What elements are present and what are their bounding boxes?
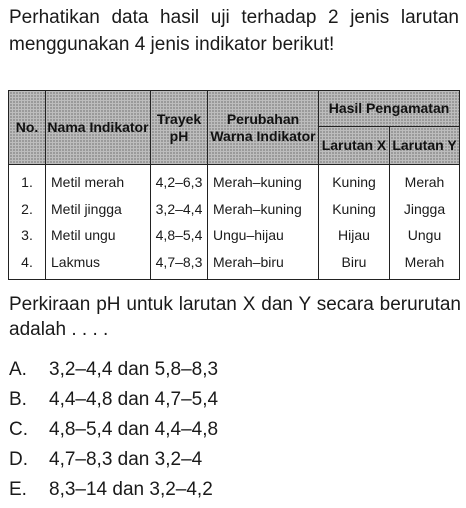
option-a[interactable] [9, 355, 459, 385]
option-d[interactable] [9, 445, 459, 475]
header-perubahan-warna: Perubahan Warna Indikator [208, 91, 319, 165]
cell-larutan-x: Kuning [319, 196, 390, 222]
table-row [9, 223, 460, 249]
cell-perubahan: Ungu–hijau [208, 223, 319, 249]
option-text: 3,2–4,4 dan 5,8–8,3 [49, 359, 219, 380]
cell-no: 4. [9, 249, 46, 280]
cell-larutan-y: Merah [390, 249, 460, 280]
cell-nama: Metil jingga [46, 196, 151, 222]
option-letter: E. [9, 479, 27, 500]
option-letter: C. [9, 419, 28, 440]
question-text: Perkiraan pH untuk larutan X dan Y secara berurutan adalah . . . . [9, 294, 461, 340]
cell-nama: Metil merah [46, 165, 151, 197]
header-larutan-y: Larutan Y [390, 127, 460, 165]
header-larutan-x: Larutan X [319, 127, 390, 165]
option-e[interactable] [9, 475, 459, 505]
observation-table [8, 90, 460, 280]
cell-perubahan: Merah–biru [208, 249, 319, 280]
answer-options [9, 355, 459, 505]
cell-larutan-y: Merah [390, 165, 460, 197]
cell-nama: Metil ungu [46, 223, 151, 249]
option-text: 8,3–14 dan 3,2–4,2 [49, 479, 213, 500]
cell-trayek: 4,7–8,3 [151, 249, 208, 280]
option-letter: A. [9, 359, 27, 380]
option-c[interactable] [9, 415, 459, 445]
cell-nama: Lakmus [46, 249, 151, 280]
cell-perubahan: Merah–kuning [208, 196, 319, 222]
cell-larutan-y: Jingga [390, 196, 460, 222]
option-text: 4,7–8,3 dan 3,2–4 [49, 449, 203, 470]
cell-trayek: 3,2–4,4 [151, 196, 208, 222]
intro-text: Perhatikan data hasil uji terhadap 2 jenis larutan menggunakan 4 jenis indikator berikut! [9, 7, 459, 55]
cell-no: 2. [9, 196, 46, 222]
cell-larutan-x: Hijau [319, 223, 390, 249]
option-letter: D. [9, 449, 28, 470]
cell-trayek: 4,8–5,4 [151, 223, 208, 249]
header-no: No. [9, 91, 46, 165]
cell-perubahan: Merah–kuning [208, 165, 319, 197]
table-row [9, 165, 460, 197]
table-row [9, 196, 460, 222]
header-hasil-pengamatan: Hasil Pengamatan [319, 91, 460, 127]
cell-trayek: 4,2–6,3 [151, 165, 208, 197]
table-row [9, 249, 460, 280]
cell-larutan-x: Biru [319, 249, 390, 280]
option-letter: B. [9, 389, 27, 410]
cell-no: 3. [9, 223, 46, 249]
cell-larutan-x: Kuning [319, 165, 390, 197]
option-text: 4,4–4,8 dan 4,7–5,4 [49, 389, 219, 410]
header-trayek-ph: Trayek pH [151, 91, 208, 165]
option-b[interactable] [9, 385, 459, 415]
option-text: 4,8–5,4 dan 4,4–4,8 [49, 419, 219, 440]
cell-no: 1. [9, 165, 46, 197]
cell-larutan-y: Ungu [390, 223, 460, 249]
header-nama-indikator: Nama Indikator [46, 91, 151, 165]
